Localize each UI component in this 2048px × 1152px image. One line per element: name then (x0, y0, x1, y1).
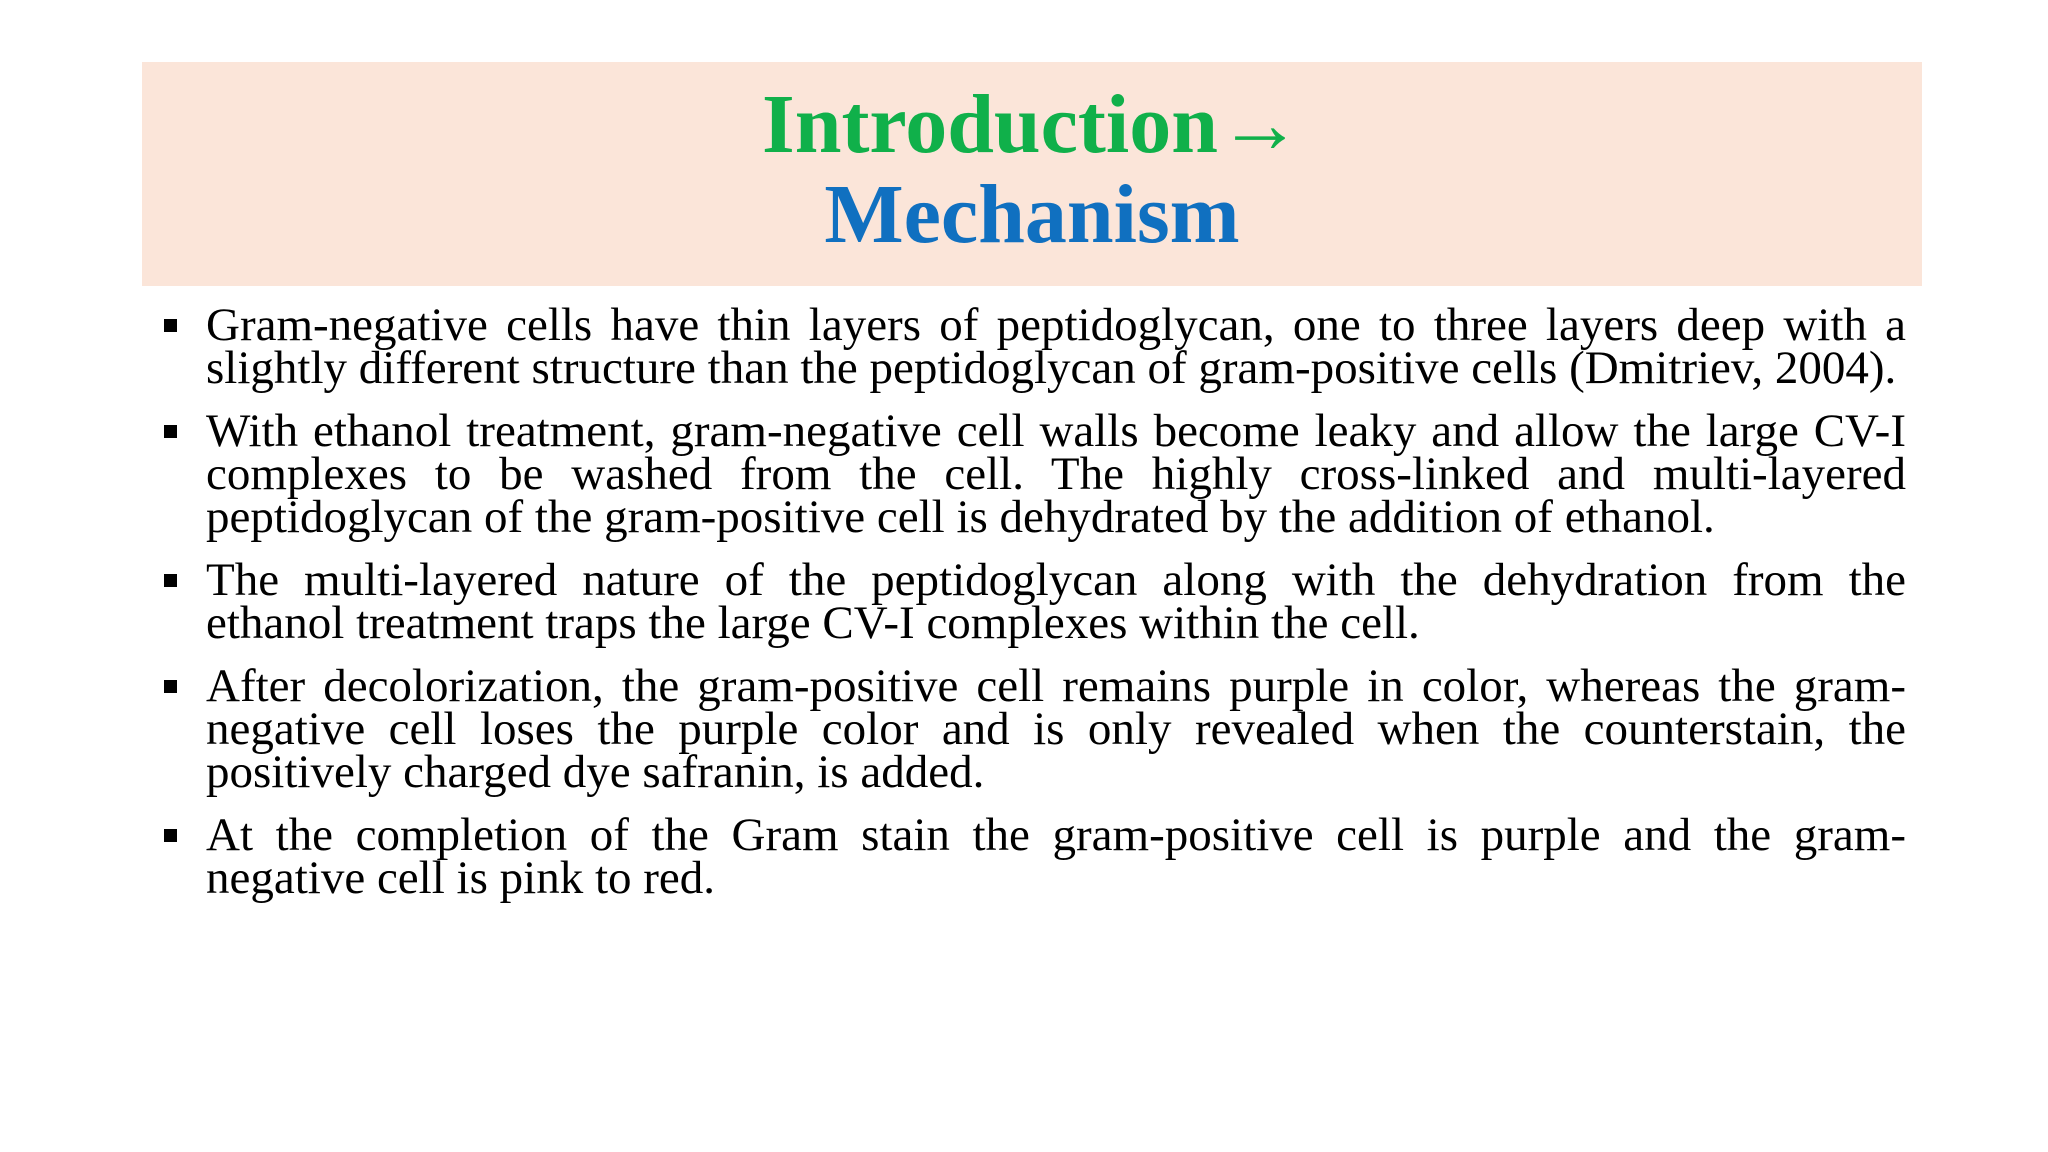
slide-title: Introduction→ (762, 78, 1302, 171)
bullet-text: At the completion of the Gram stain the gram-positive cell is purple and the gram-negative cell is pink to red. (206, 809, 1906, 904)
bullet-text: After decolorization, the gram-positive cell remains purple in color, whereas the gram-negative cell loses the purple color and is only revealed when the counterstain, the positively charged dye safranin, is added. (206, 660, 1906, 798)
slide-subtitle: Mechanism (824, 168, 1240, 261)
bullet-list (158, 299, 1906, 920)
list-item (158, 554, 1906, 649)
list-item (158, 660, 1906, 798)
list-item (158, 809, 1906, 904)
bullet-text: The multi-layered nature of the peptidoglycan along with the dehydration from the ethanol treatment traps the large CV-I complexes within the cell. (206, 554, 1906, 649)
square-bullet-icon (164, 319, 177, 332)
square-bullet-icon (164, 425, 177, 438)
square-bullet-icon (164, 574, 177, 587)
square-bullet-icon (164, 829, 177, 842)
bullet-text: Gram-negative cells have thin layers of peptidoglycan, one to three layers deep with a slightly different structure than the peptidoglycan of gram-positive cells (Dmitriev, 2004). (206, 299, 1906, 394)
square-bullet-icon (164, 680, 177, 693)
list-item (158, 405, 1906, 543)
list-item (158, 299, 1906, 394)
bullet-text: With ethanol treatment, gram-negative cell walls become leaky and allow the large CV-I complexes to be washed from the cell. The highly cross-linked and multi-layered peptidoglycan of the gram-positive cell is dehydrated by the addition of ethanol. (206, 405, 1906, 543)
title-band (142, 62, 1922, 286)
